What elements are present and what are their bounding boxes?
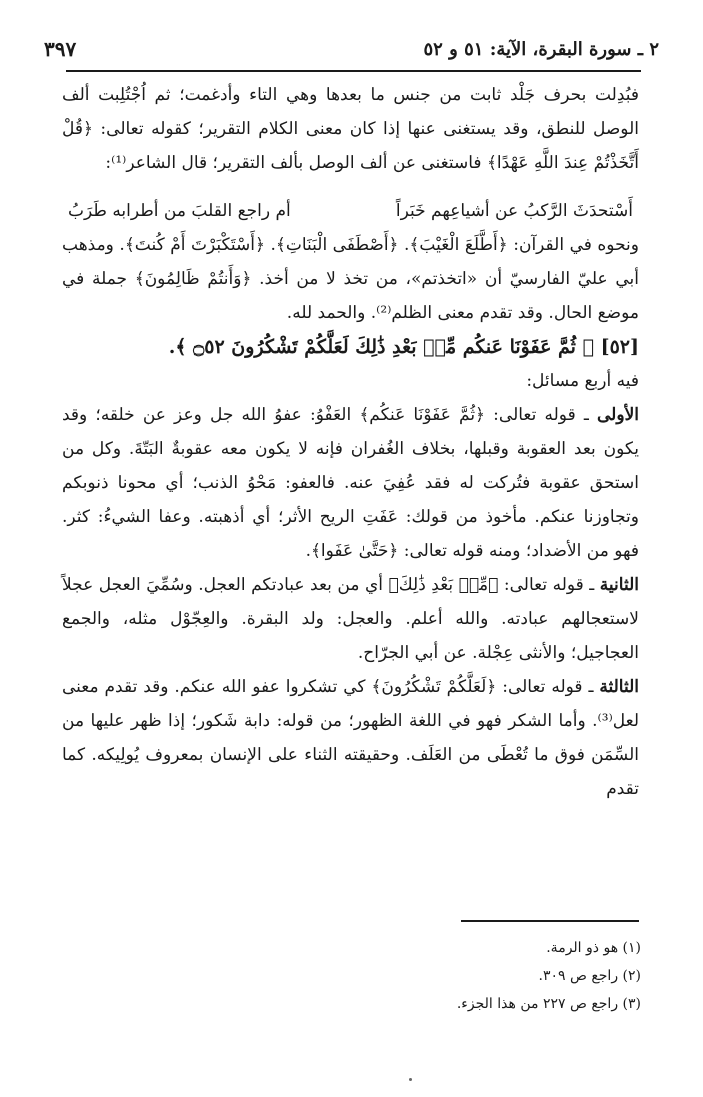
issue-second xyxy=(62,568,639,670)
footnotes xyxy=(341,934,641,1018)
issue-third-label: الثالثة xyxy=(599,677,640,697)
issue-second-text: ـ قوله تعالى: ﴿مِّنۢ بَعْدِ ذَٰلِكَ﴾ أي من بعد عبادتكم العجل. وسُمِّيَ العجل عجلاً لاستعجالهم عبادته. والله أعلم. والعجل: ولد البقرة. والعِجّوْل مثله، والجمع العجاجيل؛ والأنثى عِجْلة. عن أبي الجرّاح. xyxy=(62,575,639,663)
poetry-verse xyxy=(62,194,639,228)
issue-third xyxy=(62,670,639,806)
paragraph-similar-quran: ونحوه في القرآن: ﴿أَطَّلَعَ الْغَيْبَ﴾. ﴿أَصْطَفَى الْبَنَاتِ﴾. ﴿أَسْتَكْبَرْتَ أَمْ كُنتَ﴾. ومذهب أبي عليّ الفارسيّ أن «اتخذتم»، من تخذ لا من أخذ. ﴿وَأَنتُمْ ظَالِمُونَ﴾ جملة في موضع الحال. وقد تقدم معنى الظلم⁽²⁾. والحمد لله. xyxy=(62,235,639,323)
verse-first-hemistich: أَسْتحدَثَ الرَّكبُ عن أشياعِهم خَبَراً xyxy=(395,201,633,221)
header-rule xyxy=(66,70,641,72)
page-number: ٣٩٧ xyxy=(44,37,77,61)
main-text xyxy=(62,78,639,806)
issue-first-label: الأولى xyxy=(597,405,639,425)
running-title: ٢ ـ سورة البقرة، الآية: ٥١ و ٥٢ xyxy=(423,38,659,60)
page-dot xyxy=(409,1078,412,1081)
footnote-2: (٢) راجع ص ٣٠٩. xyxy=(538,968,641,984)
footnote-rule xyxy=(461,920,639,922)
issue-second-label: الثانية xyxy=(599,575,639,595)
issues-intro: فيه أربع مسائل: xyxy=(526,371,639,391)
issue-first xyxy=(62,398,639,568)
page-header xyxy=(44,30,659,68)
issue-third-text: ـ قوله تعالى: ﴿لَعَلَّكُمْ تَشْكُرُونَ﴾ كي تشكروا عفو الله عنكم. وقد تقدم معنى لعل⁽³⁾. وأما الشكر فهو في اللغة الظهور؛ من قوله: دابة شَكور؛ إذا ظهر عليها من السِّمَن فوق ما تُعْطَى من العَلَف. وحقيقته الثناء على الإنسان بمعروف يُولِيكه. كما تقدم xyxy=(62,677,639,799)
footnote-1: (١) هو ذو الرمة. xyxy=(546,940,641,956)
verse-second-hemistich: أم راجع القلبَ من أطرابه طَرَبُ xyxy=(68,201,291,221)
ayah-52: [٥٢] ﴿ ثُمَّ عَفَوْنَا عَنكُم مِّنۢ بَعْدِ ذَٰلِكَ لَعَلَّكُمْ تَشْكُرُونَ ۝٥٢ ﴾. xyxy=(168,336,639,358)
issue-first-text: ـ قوله تعالى: ﴿ثُمَّ عَفَوْنَا عَنكُم﴾ العَفْوُ: عفوُ الله جل وعز عن خلقه؛ وقد يكون بعد العقوبة وقبلها، بخلاف الغُفران فإنه لا يكون معه عقوبةٌ البَتّةَ. وكل من استحق عقوبة فتُركت له فقد عُفِيَ عنه. فالعفو: مَحْوُ الذنب؛ أي محونا ذنوبكم وتجاوزنا عنكم. مأخوذ من قولك: عَفَتِ الريح الأثر؛ أي أذهبته. وعفا الشيءُ: كثر. فهو من الأضداد؛ ومنه قوله تعالى: ﴿حَتَّىٰ عَفَوا﴾. xyxy=(62,405,639,561)
paragraph-intro: فبُدِلت بحرف جَلْد ثابت من جنس ما بعدها وهي التاء وأدغمت؛ ثم اُجْتُلِبت ألف الوصل للنطق، وقد يستغنى عنها إذا كان معنى الكلام التقرير؛ كقوله تعالى: ﴿قُلْ أَتَّخَذْتُمْ عِندَ اللَّهِ عَهْدًا﴾ فاستغنى عن ألف الوصل بألف التقرير؛ قال الشاعر⁽¹⁾: xyxy=(62,85,639,173)
footnote-3: (٣) راجع ص ٢٢٧ من هذا الجزء. xyxy=(456,996,641,1012)
